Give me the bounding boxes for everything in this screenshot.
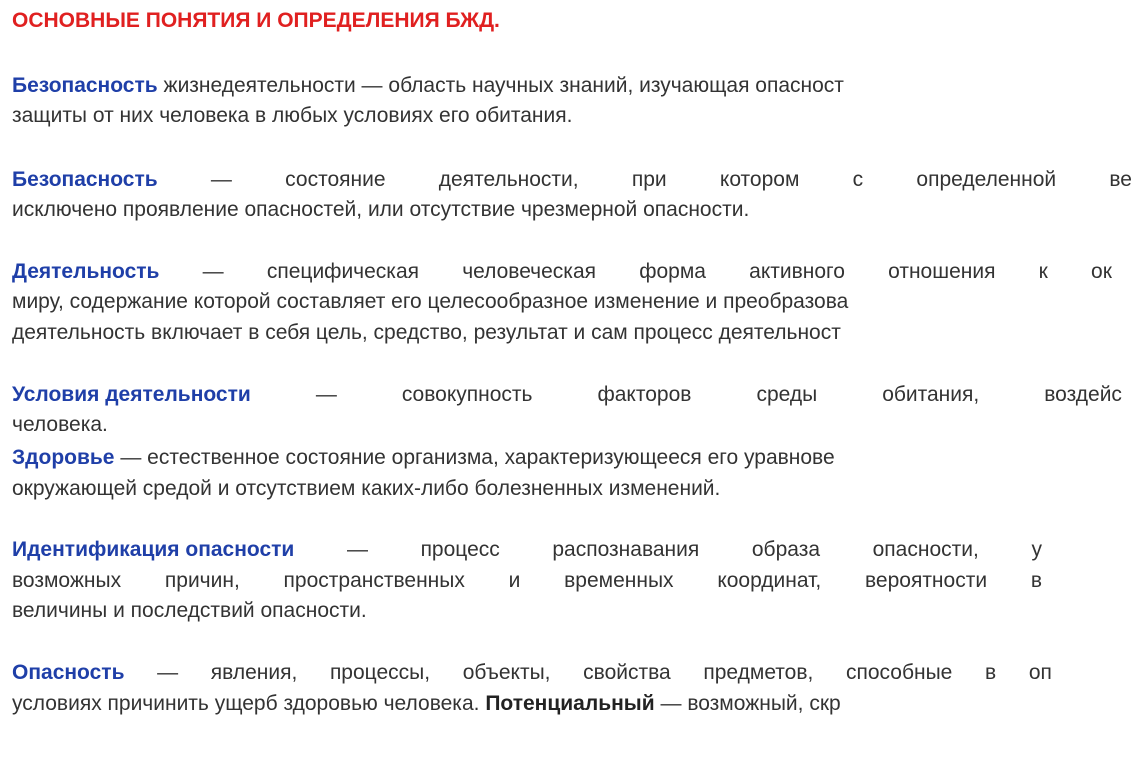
definition-2-line-1: Безопасность — состояние деятельности, при котором с определенной ве (12, 168, 1132, 191)
definition-5-line-2: окружающей средой и отсутствием каких-либо болезненных изменений. (12, 477, 721, 500)
definition-3-line-1: Деятельность — специфическая человеческая форма активного отношения к ок (12, 260, 1112, 283)
definition-6-line-3: величины и последствий опасности. (12, 599, 367, 622)
slide-title: ОСНОВНЫЕ ПОНЯТИЯ И ОПРЕДЕЛЕНИЯ БЖД. (12, 9, 500, 32)
definition-5-term: Здоровье (12, 446, 115, 469)
definition-1-line-1 (12, 74, 844, 98)
definition-1-term: Безопасность (12, 74, 158, 97)
definition-6-line-1: Идентификация опасности — процесс распознавания образа опасности, у (12, 538, 1042, 561)
definition-6-term: Идентификация опасности (12, 538, 295, 561)
definition-7-line-1: Опасность — явления, процессы, объекты, свойства предметов, способные в оп (12, 661, 1052, 684)
definition-1-line-2: защиты от них человека в любых условиях его обитания. (12, 104, 573, 127)
definition-3-line-3: деятельность включает в себя цель, средство, результат и сам процесс деятельност (12, 321, 841, 344)
definition-3-term: Деятельность (12, 260, 160, 283)
definition-2-line-2: исключено проявление опасностей, или отсутствие чрезмерной опасности. (12, 198, 750, 221)
definition-3-line-2: миру, содержание которой составляет его целесообразное изменение и преобразова (12, 290, 849, 313)
definition-1-text: жизнедеятельности — область научных знаний, изучающая опасност (163, 74, 844, 97)
definition-7-term: Опасность (12, 661, 125, 684)
definition-5-line-1 (12, 446, 835, 470)
definition-4-term: Условия деятельности (12, 383, 251, 406)
definition-4-line-2: человека. (12, 413, 108, 436)
definition-7-subterm: Потенциальный (485, 692, 655, 715)
definition-2-term: Безопасность (12, 168, 158, 191)
definition-4-line-1: Условия деятельности — совокупность факторов среды обитания, воздейс (12, 383, 1122, 406)
definition-5-text: — естественное состояние организма, характеризующееся его уравнове (120, 446, 835, 469)
definition-6-line-2: возможных причин, пространственных и временных координат, вероятности в (12, 569, 1042, 592)
definition-7-line-2: условиях причинить ущерб здоровью человека. Потенциальный — возможный, скр (12, 692, 841, 715)
